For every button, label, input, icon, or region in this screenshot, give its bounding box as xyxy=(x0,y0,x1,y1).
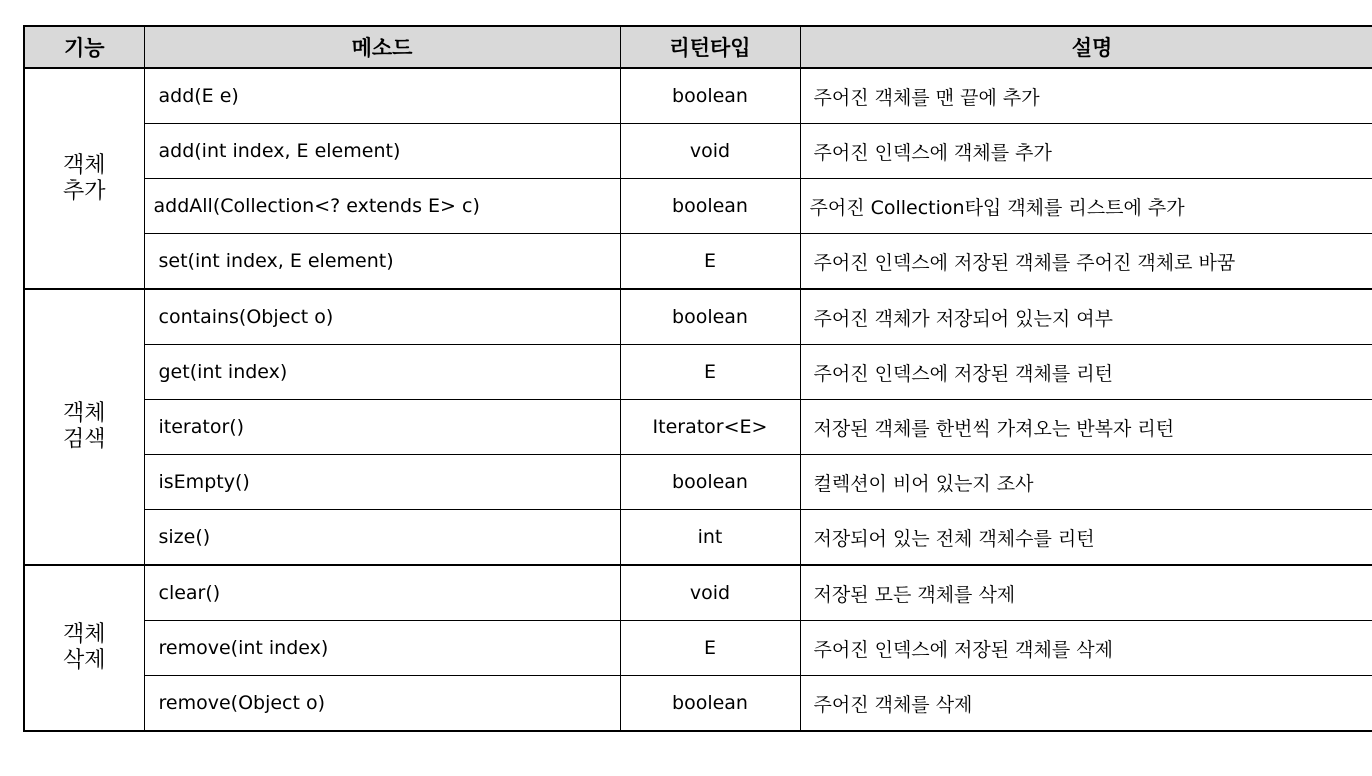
group-label-line2: 추가 xyxy=(62,178,106,204)
header-description: 설명 xyxy=(800,26,1372,68)
table-row xyxy=(24,179,1372,234)
description-cell: 저장된 모든 객체를 삭제 xyxy=(800,565,1372,621)
return-type-cell: E xyxy=(620,621,800,676)
method-cell: add(E e) xyxy=(144,68,620,124)
method-cell: clear() xyxy=(144,565,620,621)
method-cell: addAll(Collection<? extends E> c) xyxy=(144,179,620,234)
table-header-row xyxy=(24,26,1372,68)
return-type-cell: boolean xyxy=(620,68,800,124)
description-cell: 주어진 객체가 저장되어 있는지 여부 xyxy=(800,289,1372,345)
header-function: 기능 xyxy=(24,26,144,68)
table-row xyxy=(24,621,1372,676)
return-type-cell: E xyxy=(620,345,800,400)
return-type-cell: boolean xyxy=(620,289,800,345)
method-cell: remove(Object o) xyxy=(144,676,620,732)
group-label-delete xyxy=(24,565,144,731)
table-row xyxy=(24,400,1372,455)
table-row xyxy=(24,676,1372,732)
description-cell: 주어진 인덱스에 객체를 추가 xyxy=(800,124,1372,179)
table-row xyxy=(24,124,1372,179)
description-cell: 주어진 객체를 맨 끝에 추가 xyxy=(800,68,1372,124)
return-type-cell: boolean xyxy=(620,455,800,510)
description-cell: 주어진 인덱스에 저장된 객체를 리턴 xyxy=(800,345,1372,400)
description-cell: 주어진 Collection타입 객체를 리스트에 추가 xyxy=(800,179,1372,234)
table-row xyxy=(24,234,1372,290)
return-type-cell: int xyxy=(620,510,800,566)
group-label-search xyxy=(24,289,144,565)
method-cell: get(int index) xyxy=(144,345,620,400)
list-methods-table xyxy=(23,25,1372,732)
group-label-line2: 삭제 xyxy=(62,648,106,673)
group-label-line1: 객체 xyxy=(62,152,106,178)
header-method: 메소드 xyxy=(144,26,620,68)
table-row xyxy=(24,68,1372,124)
description-cell: 저장되어 있는 전체 객체수를 리턴 xyxy=(800,510,1372,566)
table-row xyxy=(24,455,1372,510)
return-type-cell: boolean xyxy=(620,179,800,234)
description-cell: 주어진 인덱스에 저장된 객체를 삭제 xyxy=(800,621,1372,676)
description-cell: 주어진 객체를 삭제 xyxy=(800,676,1372,732)
description-cell: 저장된 객체를 한번씩 가져오는 반복자 리턴 xyxy=(800,400,1372,455)
table-row xyxy=(24,345,1372,400)
table-row xyxy=(24,510,1372,566)
description-cell: 컬렉션이 비어 있는지 조사 xyxy=(800,455,1372,510)
table-row xyxy=(24,289,1372,345)
method-cell: contains(Object o) xyxy=(144,289,620,345)
table-row xyxy=(24,565,1372,621)
method-cell: set(int index, E element) xyxy=(144,234,620,290)
description-cell: 주어진 인덱스에 저장된 객체를 주어진 객체로 바꿈 xyxy=(800,234,1372,290)
method-cell: size() xyxy=(144,510,620,566)
group-label-line1: 객체 xyxy=(62,622,106,647)
method-cell: iterator() xyxy=(144,400,620,455)
return-type-cell: void xyxy=(620,565,800,621)
group-label-line2: 검색 xyxy=(62,427,106,452)
method-cell: add(int index, E element) xyxy=(144,124,620,179)
header-return-type: 리턴타입 xyxy=(620,26,800,68)
method-cell: remove(int index) xyxy=(144,621,620,676)
return-type-cell: void xyxy=(620,124,800,179)
return-type-cell: Iterator<E> xyxy=(620,400,800,455)
return-type-cell: boolean xyxy=(620,676,800,732)
method-cell: isEmpty() xyxy=(144,455,620,510)
group-label-add xyxy=(24,68,144,289)
return-type-cell: E xyxy=(620,234,800,290)
group-label-line1: 객체 xyxy=(62,401,106,426)
